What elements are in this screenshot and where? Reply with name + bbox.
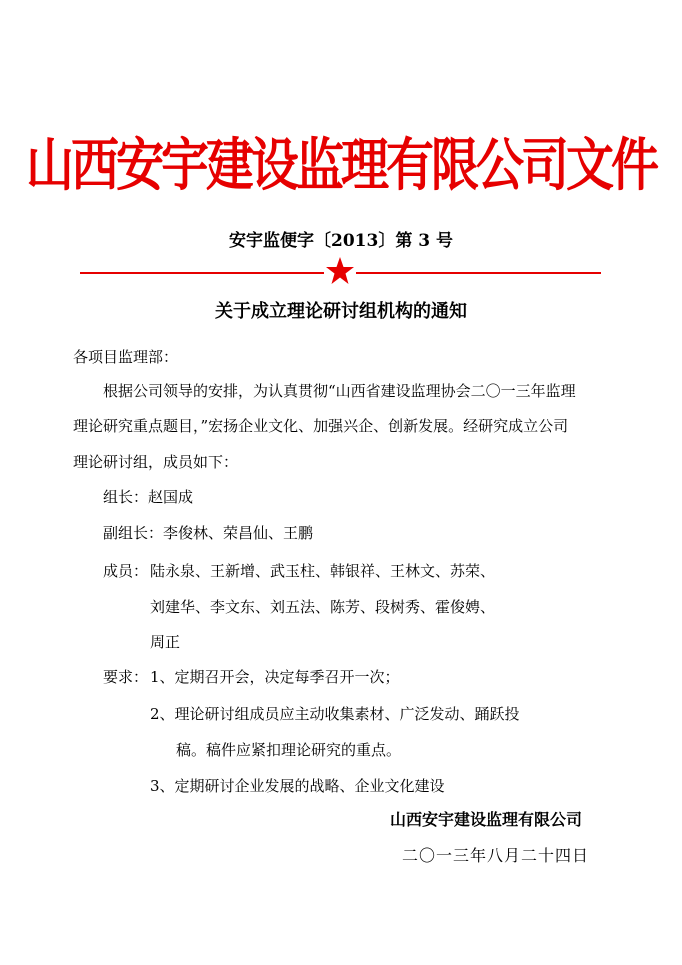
members-label: 成员： [103, 562, 149, 580]
signature-date: 二〇一三年八月二十四日 [402, 846, 590, 865]
signature-company: 山西安宇建设监理有限公司 [390, 810, 583, 829]
masthead-title: 山西安宇建设监理有限公司文件 [25, 132, 656, 199]
body-line: 理论研究重点题目，”宏扬企业文化、加强兴企、创新发展。经研究成立公司 [73, 417, 569, 435]
requirement-item: 2、理论研讨组成员应主动收集素材、广泛发动、踊跃投 [150, 705, 520, 723]
document-number: 安宇监便字〔2013〕第 3 号 [229, 231, 453, 251]
body-line: 理论研讨组，成员如下： [73, 453, 239, 471]
body-line: 根据公司领导的安排，为认真贯彻“山西省建设监理协会二〇一三年监理 [103, 382, 576, 400]
vice-leaders: 副组长：李俊林、荣昌仙、王鹏 [103, 524, 314, 542]
members-line: 陆永泉、王新增、武玉柱、韩银祥、王林文、苏荣、 [150, 562, 496, 580]
requirement-item-continued: 稿。稿件应紧扣理论研究的重点。 [176, 741, 402, 759]
red-divider-right [356, 272, 601, 274]
salutation: 各项目监理部： [73, 348, 179, 366]
requirement-item: 3、定期研讨企业发展的战略、企业文化建设 [150, 777, 445, 795]
red-divider-left [80, 272, 324, 274]
requirements-label: 要求： [103, 668, 149, 686]
requirement-item: 1、定期召开会，决定每季召开一次； [150, 668, 400, 686]
star-icon [325, 256, 355, 286]
notice-title: 关于成立理论研讨组机构的通知 [215, 301, 467, 322]
members-line: 刘建华、李文东、刘五法、陈芳、段树秀、霍俊娉、 [150, 598, 496, 616]
group-leader: 组长：赵国成 [103, 488, 194, 506]
members-line: 周正 [150, 633, 181, 651]
